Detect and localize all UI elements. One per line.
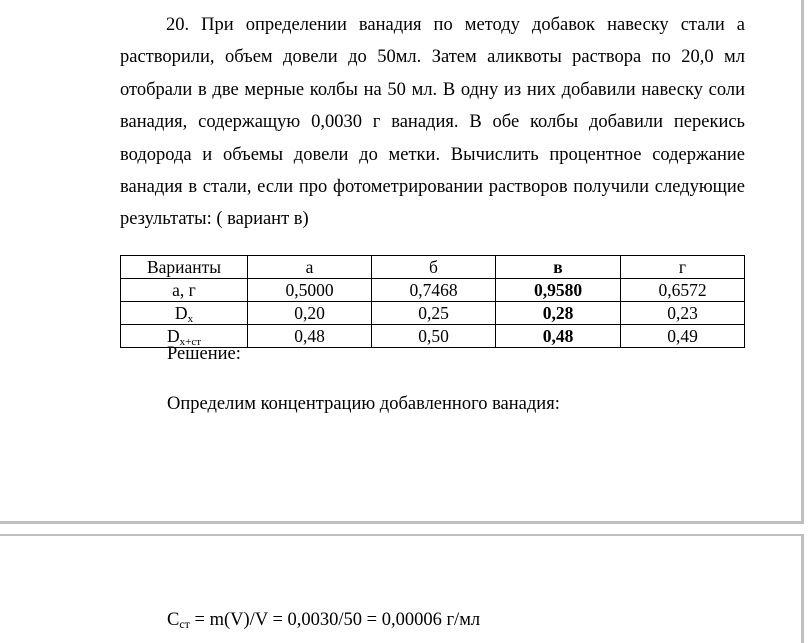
row-label: $D_x$	[121, 302, 248, 325]
table-cell: 0,48	[248, 325, 372, 348]
table-cell: 0,50	[372, 325, 496, 348]
concentration-formula: $C_{ст} = m(V)/V = 0,0030/50 = 0,00006$ г/мл	[167, 610, 481, 631]
header-cell: а	[248, 256, 372, 279]
header-cell-highlighted: в	[496, 256, 621, 279]
solution-heading: Решение:	[167, 344, 241, 364]
table-cell: 0,6572	[621, 279, 745, 302]
header-cell: Варианты	[121, 256, 248, 279]
table-cell: 0,23	[621, 302, 745, 325]
row-label: $D_{x+ст}$	[121, 325, 248, 348]
results-table	[120, 255, 745, 348]
document-page-lower	[0, 534, 804, 643]
table-cell: 0,25	[372, 302, 496, 325]
table-row	[121, 302, 745, 325]
table-cell-highlighted: 0,48	[496, 325, 621, 348]
table-row	[121, 279, 745, 302]
table-cell: 0,7468	[372, 279, 496, 302]
table-cell: 0,20	[248, 302, 372, 325]
table-cell: 0,5000	[248, 279, 372, 302]
solution-step-text: Определим концентрацию добавленного ванадия:	[167, 394, 560, 414]
problem-statement: 20. При определении ванадия по методу добавок навеску стали а растворили, объем довели до 50мл. Затем аликвоты раствора по 20,0 мл отобрали в две мерные колбы на 50 мл. В одну из них добавили навеску соли ванадия, содержащую 0,0030 г ванадия. В обе колбы добавили перекись водорода и объемы довели до метки. Вычислить процентное содержание ванадия в стали, если про фотометрировании растворов получили следующие результаты: ( вариант в)	[120, 15, 745, 230]
row-label: а, г	[121, 279, 248, 302]
table-cell-highlighted: 0,28	[496, 302, 621, 325]
header-cell: г	[621, 256, 745, 279]
header-cell: б	[372, 256, 496, 279]
table-cell: 0,49	[621, 325, 745, 348]
table-header-row	[121, 256, 745, 279]
table-cell-highlighted: 0,9580	[496, 279, 621, 302]
